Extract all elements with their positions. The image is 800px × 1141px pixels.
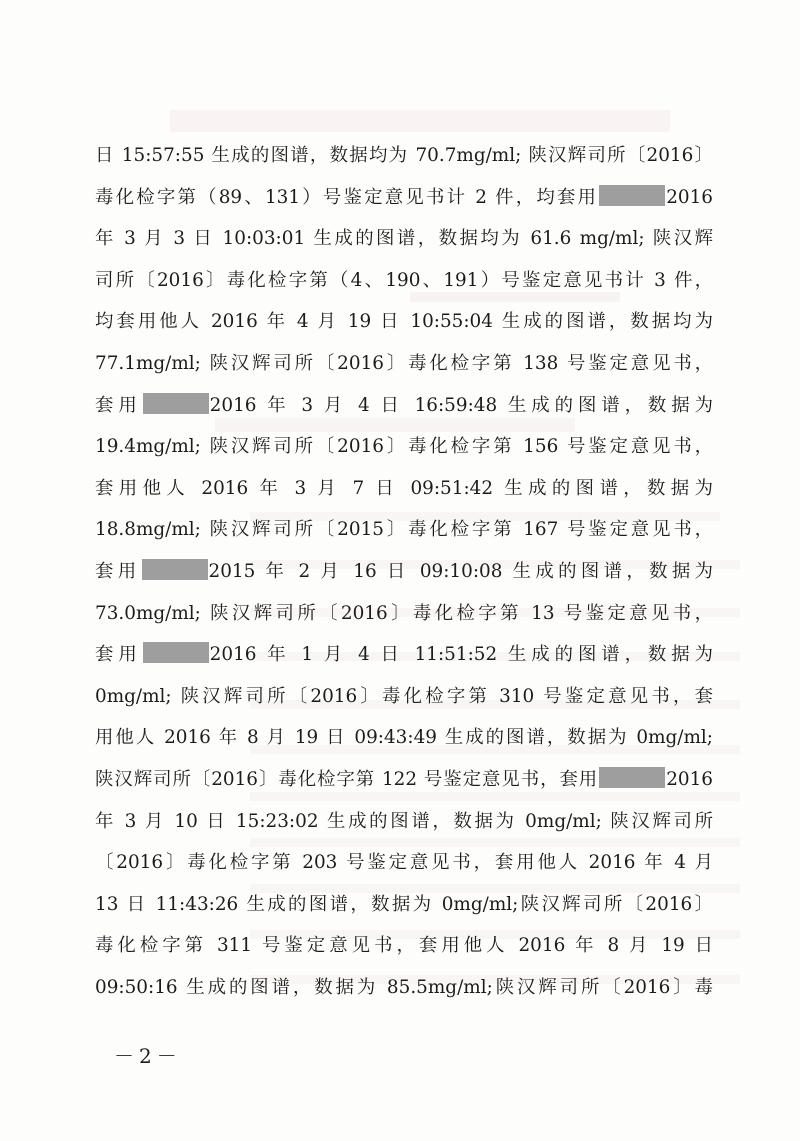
- text-line: 0mg/ml; 陕汉辉司所〔2016〕毒化检字第 310 号鉴定意见书，套: [95, 685, 713, 707]
- text-line: 用他人 2016 年 8 月 19 日 09:43:49 生成的图谱，数据为 0mg/ml;: [95, 727, 713, 749]
- text-line: 均套用他人 2016 年 4 月 19 日 10:55:04 生成的图谱，数据均为: [95, 311, 713, 333]
- text-line: 套用 2016 年 3 月 4 日 16:59:48 生成的图谱，数据为: [95, 394, 713, 416]
- redaction-block: [143, 642, 209, 663]
- redaction-block: [143, 393, 209, 414]
- text-line: 09:50:16 生成的图谱，数据为 85.5mg/ml;陕汉辉司所〔2016〕毒: [95, 976, 713, 998]
- text-line: 73.0mg/ml; 陕汉辉司所〔2016〕毒化检字第 13 号鉴定意见书，: [95, 602, 713, 624]
- text-line: 毒化检字第（89、131）号鉴定意见书计 2 件，均套用 2016: [95, 186, 713, 208]
- text-line: 日 15:57:55 生成的图谱，数据均为 70.7mg/ml; 陕汉辉司所〔2016〕: [95, 145, 713, 166]
- text-line: 77.1mg/ml; 陕汉辉司所〔2016〕毒化检字第 138 号鉴定意见书，: [95, 352, 713, 374]
- text-line: 司所〔2016〕毒化检字第（4、190、191）号鉴定意见书计 3 件，: [95, 269, 713, 291]
- text-line: 陕汉辉司所〔2016〕毒化检字第 122 号鉴定意见书，套用 2016: [95, 768, 713, 790]
- body-text: [95, 135, 713, 1008]
- redaction-block: [142, 559, 208, 580]
- text-line: 19.4mg/ml; 陕汉辉司所〔2016〕毒化检字第 156 号鉴定意见书，: [95, 436, 713, 458]
- text-line: 套用 2015 年 2 月 16 日 09:10:08 生成的图谱，数据为: [95, 560, 713, 582]
- text-line: 13 日 11:43:26 生成的图谱，数据为 0mg/ml;陕汉辉司所〔2016〕: [95, 893, 713, 915]
- redaction-block: [599, 767, 665, 788]
- text-line: 套用他人 2016 年 3 月 7 日 09:51:42 生成的图谱，数据为: [95, 477, 713, 499]
- text-line: 〔2016〕毒化检字第 203 号鉴定意见书，套用他人 2016 年 4 月: [95, 852, 713, 874]
- redaction-block: [599, 185, 665, 206]
- text-line: 年 3 月 10 日 15:23:02 生成的图谱，数据为 0mg/ml; 陕汉辉司所: [95, 810, 713, 832]
- text-line: 套用 2016 年 1 月 4 日 11:51:52 生成的图谱，数据为: [95, 644, 713, 666]
- page-number: －2－: [114, 1044, 182, 1068]
- text-line: 年 3 月 3 日 10:03:01 生成的图谱，数据均为 61.6 mg/ml; 陕汉辉: [95, 228, 713, 250]
- text-line: 毒化检字第 311 号鉴定意见书，套用他人 2016 年 8 月 19 日: [95, 935, 713, 957]
- text-line: 18.8mg/ml; 陕汉辉司所〔2015〕毒化检字第 167 号鉴定意见书，: [95, 519, 713, 541]
